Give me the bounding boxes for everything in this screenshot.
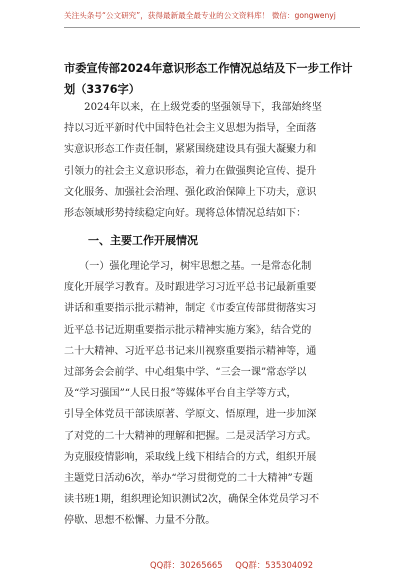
qq-group-2: QQ群：535304092 xyxy=(235,560,314,570)
paragraph-line: 读书班1期，组织理论知识测试2次，确保全体党员学习不 xyxy=(64,494,320,506)
document-title xyxy=(64,58,364,100)
intro-paragraph xyxy=(64,97,364,224)
paragraph-line: 度化开展学习教育。及时跟进学习习近平总书记最新重要 xyxy=(64,282,317,294)
paragraph-line: 实意识形态工作责任制，紧紧围绕建设具有强大凝聚力和 xyxy=(64,144,317,156)
paragraph-line: 讲话和重要指示批示精神，制定《市委宣传部贯彻落实习 xyxy=(64,303,317,315)
title-line: 划（3376字） xyxy=(64,83,140,96)
paragraph-line: 为克服疫情影响，采取线上线下相结合的方式，组织开展 xyxy=(64,451,317,463)
paragraph-line: 持以习近平新时代中国特色社会主义思想为指导，全面落 xyxy=(64,123,317,135)
paragraph-line: 文化服务、加强社会治理、强化政治保障上下功夫，意识 xyxy=(64,186,317,198)
paragraph-line: 过部务会会前学、中心组集中学、“三会一课”常态学以 xyxy=(64,366,307,378)
paragraph-line: 2024年以来，在上级党委的坚强领导下，我部始终坚 xyxy=(64,102,322,113)
paragraph-line: 引导全体党员干部读原著、学原文、悟原理，进一步加深 xyxy=(64,409,317,421)
header-divider xyxy=(64,27,360,28)
section-heading: 一、主要工作开展情况 xyxy=(88,234,198,247)
paragraph-line: （一）强化理论学习，树牢思想之基。一是常态化制 xyxy=(64,261,312,272)
footer-contacts xyxy=(150,559,323,571)
qq-group-1: QQ群：30265665 xyxy=(150,560,223,570)
paragraph-line: 及“学习强国”“人民日报”等媒体平台自主学等方式， xyxy=(64,388,297,400)
title-line: 市委宣传部2024年意识形态工作情况总结及下一步工作计 xyxy=(64,62,353,75)
paragraph-line: 停歇、思想不松懈、力量不分散。 xyxy=(64,515,216,527)
section-paragraph xyxy=(64,256,364,531)
paragraph-line: 引领力的社会主义意识形态，着力在做强舆论宣传、提升 xyxy=(64,165,317,177)
header-banner: 关注头条号“公文研究”，获得最新最全最专业的公文资料库！ 微信：gongwenyj xyxy=(64,11,336,20)
paragraph-line: 主题党日活动6次，举办“学习贯彻党的二十大精神”专题 xyxy=(64,472,313,484)
paragraph-line: 二十大精神、习近平总书记来川视察重要指示精神等，通 xyxy=(64,345,317,357)
paragraph-line: 形态领域形势持续稳定向好。现将总体情况总结如下： xyxy=(64,207,307,219)
paragraph-line: 近平总书记近期重要指示批示精神实施方案》，结合党的 xyxy=(64,324,312,336)
paragraph-line: 了对党的二十大精神的理解和把握。二是灵活学习方式。 xyxy=(64,430,317,442)
